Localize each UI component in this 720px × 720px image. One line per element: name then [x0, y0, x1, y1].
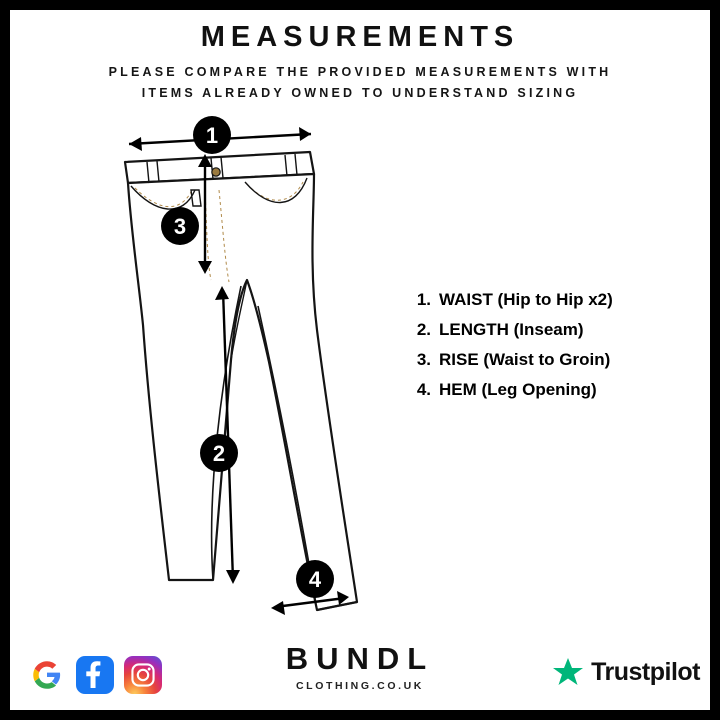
marker-hem	[296, 560, 334, 598]
brand-name: BUNDL	[285, 641, 435, 676]
legend-label: LENGTH (Inseam)	[439, 320, 584, 339]
legend-item-waist	[405, 290, 695, 310]
header	[10, 22, 710, 104]
measurement-legend	[405, 290, 695, 410]
legend-number: 3.	[416, 350, 431, 369]
trustpilot-star-icon	[551, 656, 585, 688]
header-subtitle-line1: PLEASE COMPARE THE PROVIDED MEASUREMENTS WITH	[108, 64, 612, 79]
google-icon[interactable]	[28, 656, 66, 694]
instagram-icon[interactable]	[124, 656, 162, 694]
jeans-diagram	[95, 110, 385, 630]
facebook-icon[interactable]	[76, 656, 114, 694]
brand-logo	[286, 643, 435, 692]
brand-domain: CLOTHING.CO.UK	[296, 680, 424, 692]
legend-label: WAIST (Hip to Hip x2)	[439, 290, 613, 309]
legend-item-hem	[405, 380, 695, 400]
jeans-outline-icon	[125, 152, 357, 610]
header-subtitle-line2: ITEMS ALREADY OWNED TO UNDERSTAND SIZING	[141, 86, 579, 101]
legend-number: 4.	[416, 380, 431, 399]
card-inner	[10, 10, 710, 710]
svg-text:1: 1	[205, 123, 219, 148]
footer	[10, 622, 710, 702]
trustpilot-logo[interactable]	[551, 656, 700, 688]
legend-item-rise	[405, 350, 695, 370]
legend-label: HEM (Leg Opening)	[439, 380, 597, 399]
marker-waist	[193, 116, 231, 154]
header-subtitle	[40, 62, 680, 105]
marker-inseam	[200, 434, 238, 472]
svg-text:2: 2	[212, 441, 226, 466]
svg-text:4: 4	[308, 567, 322, 592]
legend-item-length	[405, 320, 695, 340]
legend-number: 1.	[416, 290, 431, 309]
legend-label: RISE (Waist to Groin)	[439, 350, 611, 369]
social-links	[28, 656, 162, 694]
marker-rise	[161, 207, 199, 245]
page-title: MEASUREMENTS	[200, 21, 520, 53]
trustpilot-name: Trustpilot	[591, 657, 700, 686]
legend-number: 2.	[416, 320, 431, 339]
svg-text:3: 3	[173, 214, 187, 239]
jeans-button	[212, 168, 220, 176]
